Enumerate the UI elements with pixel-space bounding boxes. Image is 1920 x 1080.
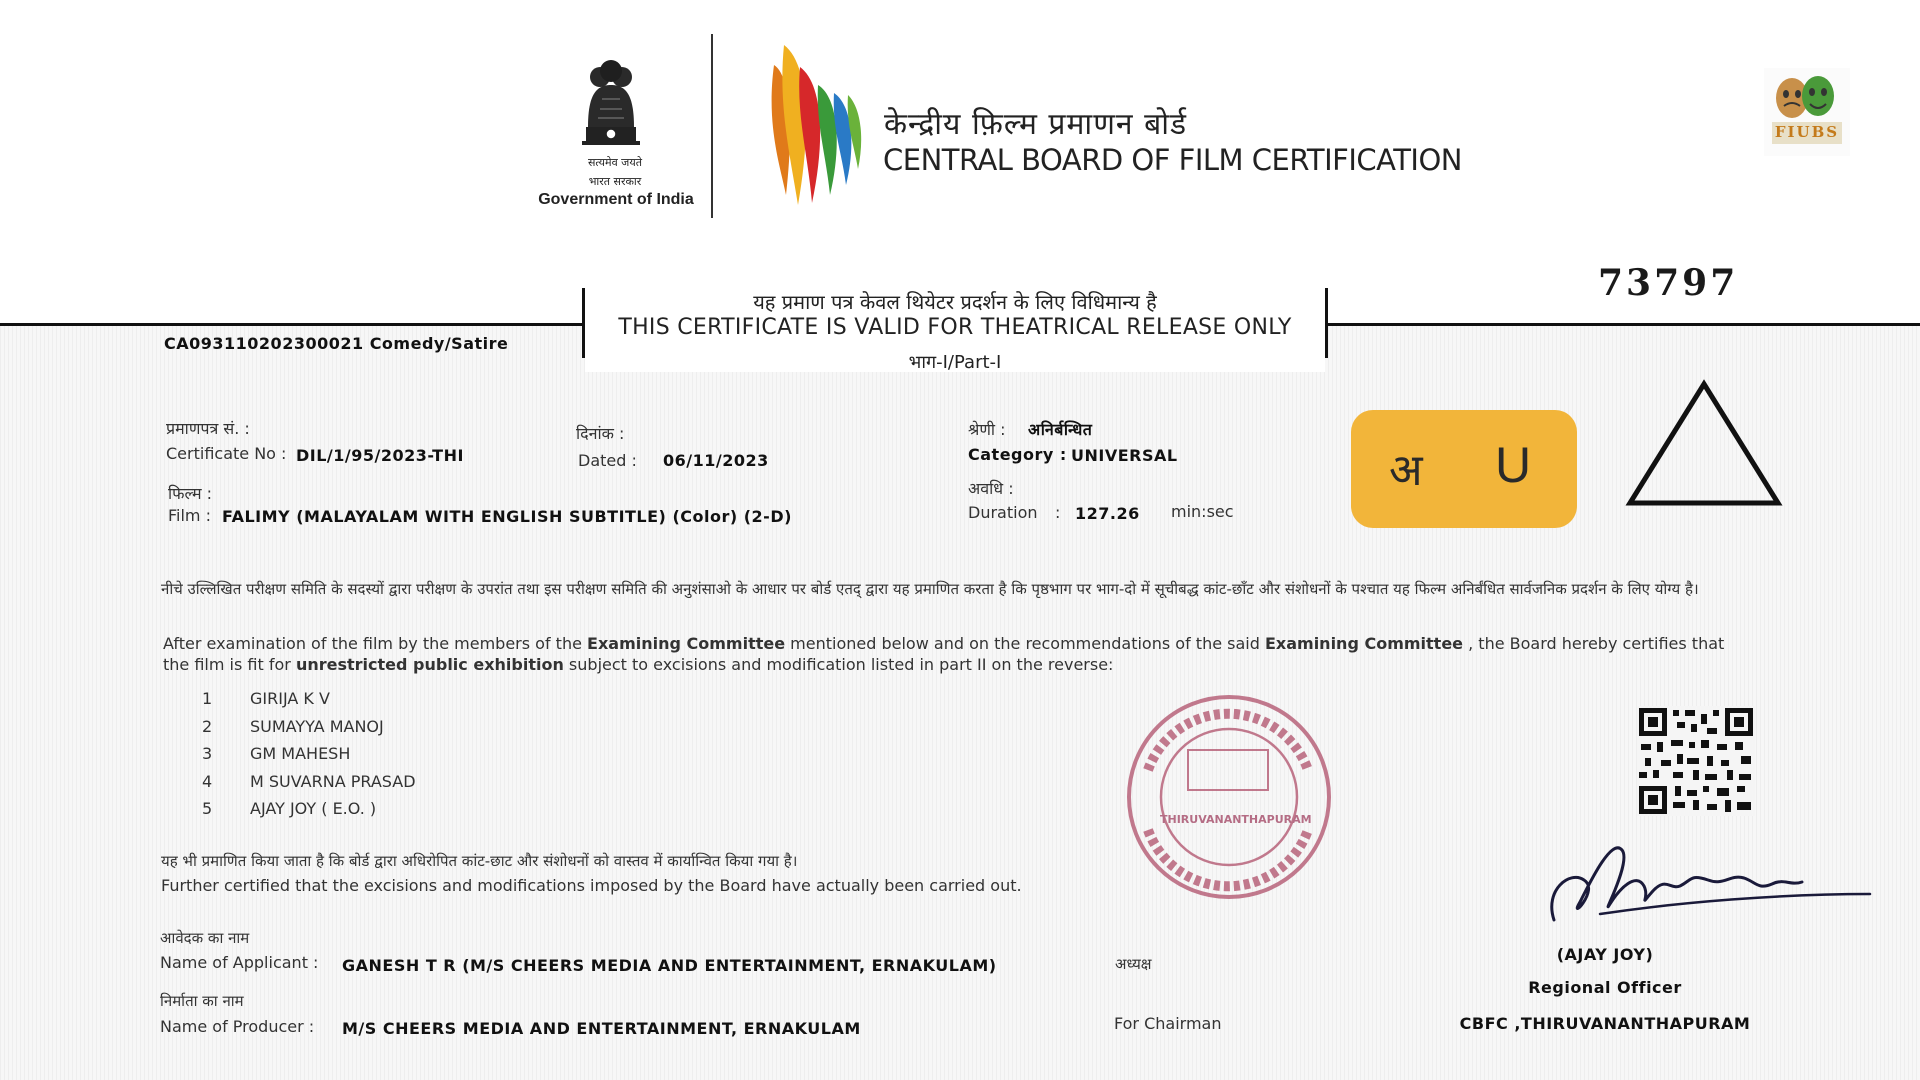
member-number: 1 bbox=[202, 689, 213, 708]
applicant-value: GANESH T R (M/S CHEERS MEDIA AND ENTERTAINMENT, ERNAKULAM) bbox=[342, 956, 997, 975]
date-value: 06/11/2023 bbox=[663, 451, 769, 470]
member-name: SUMAYYA MANOJ bbox=[250, 716, 384, 736]
cert-text-e: , the Board hereby certifies that the film is fit for bbox=[163, 634, 1725, 674]
committee-members-list bbox=[202, 689, 602, 827]
header-divider bbox=[711, 34, 713, 218]
certificate-no-label-hindi: प्रमाणपत्र सं. : bbox=[166, 419, 250, 438]
list-item bbox=[202, 772, 602, 800]
category-value: UNIVERSAL bbox=[1071, 446, 1178, 465]
duration-value: 127.26 bbox=[1075, 504, 1140, 523]
certification-text-english bbox=[163, 633, 1743, 675]
cert-text-f: unrestricted public exhibition bbox=[295, 655, 564, 674]
validity-hindi: यह प्रमाण पत्र केवल थियेटर प्रदर्शन के लिए विधिमान्य है bbox=[753, 290, 1157, 314]
banner-rule-left bbox=[0, 323, 585, 326]
fiubs-logo-text: FIUBS bbox=[1774, 123, 1840, 141]
film-label: Film : bbox=[168, 506, 211, 525]
chairman-label: For Chairman bbox=[1114, 1014, 1222, 1033]
applicant-label-hindi: आवेदक का नाम bbox=[160, 929, 250, 947]
implementation-text-english: Further certified that the excisions and modifications imposed by the Board have actually been carried out. bbox=[161, 876, 1022, 895]
rating-badge-english: U bbox=[1495, 437, 1532, 493]
triangle-icon bbox=[1624, 378, 1784, 508]
producer-value: M/S CHEERS MEDIA AND ENTERTAINMENT, ERNAKULAM bbox=[342, 1019, 861, 1038]
chairman-label-hindi: अध्यक्ष bbox=[1115, 955, 1152, 973]
duration-separator: : bbox=[1055, 503, 1061, 522]
list-item bbox=[202, 717, 602, 745]
reference-code: CA093110202300021 Comedy/Satire bbox=[164, 334, 509, 353]
duration-label: Duration bbox=[968, 503, 1038, 522]
category-label: Category : bbox=[968, 445, 1067, 464]
serial-number: 73797 bbox=[1598, 262, 1739, 304]
officer-office: CBFC ,THIRUVANANTHAPURAM bbox=[1459, 1014, 1751, 1033]
date-label-hindi: दिनांक : bbox=[576, 424, 625, 443]
duration-unit: min:sec bbox=[1171, 502, 1234, 521]
list-item bbox=[202, 744, 602, 772]
cert-text-c: mentioned below and on the recommendations of the said bbox=[785, 634, 1265, 653]
banner-bracket-right bbox=[1325, 288, 1328, 358]
cbfc-logo-icon bbox=[760, 45, 870, 210]
applicant-label: Name of Applicant : bbox=[160, 953, 319, 972]
category-label-hindi: श्रेणी : bbox=[968, 420, 1006, 439]
cert-text-d: Examining Committee bbox=[1264, 634, 1464, 653]
board-name-english: CENTRAL BOARD OF FILM CERTIFICATION bbox=[883, 143, 1462, 177]
theatre-masks-icon bbox=[1762, 66, 1852, 158]
ashoka-emblem-icon bbox=[572, 55, 650, 155]
emblem-motto: सत्यमेव जयते bbox=[587, 156, 642, 169]
list-item bbox=[202, 689, 602, 717]
member-name: AJAY JOY ( E.O. ) bbox=[250, 799, 377, 818]
producer-label-hindi: निर्माता का नाम bbox=[160, 992, 244, 1010]
list-item bbox=[202, 799, 602, 827]
board-name-hindi: केन्द्रीय फ़िल्म प्रमाणन बोर्ड bbox=[884, 107, 1188, 142]
cert-text-b: Examining Committee bbox=[587, 634, 786, 653]
cert-text-g: subject to excisions and modification listed in part II on the reverse: bbox=[563, 655, 1114, 674]
certificate-no-value: DIL/1/95/2023-THI bbox=[296, 446, 464, 465]
member-name: M SUVARNA PRASAD bbox=[250, 771, 416, 791]
fiubs-logo bbox=[1762, 66, 1852, 158]
film-label-hindi: फिल्म : bbox=[168, 484, 213, 503]
member-number: 5 bbox=[202, 799, 213, 818]
duration-label-hindi: अवधि : bbox=[968, 479, 1014, 498]
member-number: 3 bbox=[202, 744, 213, 763]
emblem-gov-hindi: भारत सरकार bbox=[588, 175, 642, 188]
officer-name: (AJAY JOY) bbox=[1556, 945, 1654, 964]
date-label: Dated : bbox=[578, 451, 637, 470]
official-stamp-icon bbox=[1118, 690, 1340, 905]
emblem-gov-english: Government of India bbox=[538, 191, 694, 208]
officer-title: Regional Officer bbox=[1528, 978, 1682, 997]
certificate-no-label: Certificate No : bbox=[166, 444, 287, 463]
category-value-hindi: अनिर्बन्धित bbox=[1028, 420, 1093, 439]
member-name: GIRIJA K V bbox=[250, 689, 330, 708]
stamp-text: THIRUVANANTHAPURAM bbox=[1160, 813, 1312, 826]
rating-badge bbox=[1351, 410, 1577, 528]
member-number: 2 bbox=[202, 716, 213, 736]
implementation-text-hindi: यह भी प्रमाणित किया जाता है कि बोर्ड द्वारा अधिरोपित कांट-छाट और संशोधनों को वास्तव में कार्यान्वित किया गया है। bbox=[161, 852, 798, 870]
certification-text-hindi: नीचे उल्लिखित परीक्षण समिति के सदस्यों द्वारा परीक्षण के उपरांत तथा इस परीक्षण समिति की अनुशंसाओ के आधार पर बोर्ड एतद् द्वारा यह प्रमाणित करता है कि पृष्ठभाग पर भाग-दो में सूचीबद्ध कांट-छाँट और संशोधनों के पश्चात यह फिल्म अनिर्बंधित सार्वजनिक प्रदर्शन के लिए योग्य है। bbox=[161, 580, 1699, 598]
validity-english: THIS CERTIFICATE IS VALID FOR THEATRICAL RELEASE ONLY bbox=[618, 315, 1292, 340]
cert-text-a: After examination of the film by the members of the bbox=[163, 634, 588, 653]
banner-rule-right bbox=[1325, 323, 1920, 326]
part-label: भाग-I/Part-I bbox=[908, 352, 1002, 373]
producer-label: Name of Producer : bbox=[160, 1017, 315, 1036]
qr-code-icon bbox=[1637, 706, 1755, 816]
rating-badge-hindi: अ bbox=[1389, 445, 1423, 496]
member-number: 4 bbox=[202, 771, 213, 791]
member-name: GM MAHESH bbox=[250, 744, 351, 763]
signature-icon bbox=[1540, 830, 1880, 930]
film-title: FALIMY (MALAYALAM WITH ENGLISH SUBTITLE) (Color) (2-D) bbox=[222, 507, 792, 526]
